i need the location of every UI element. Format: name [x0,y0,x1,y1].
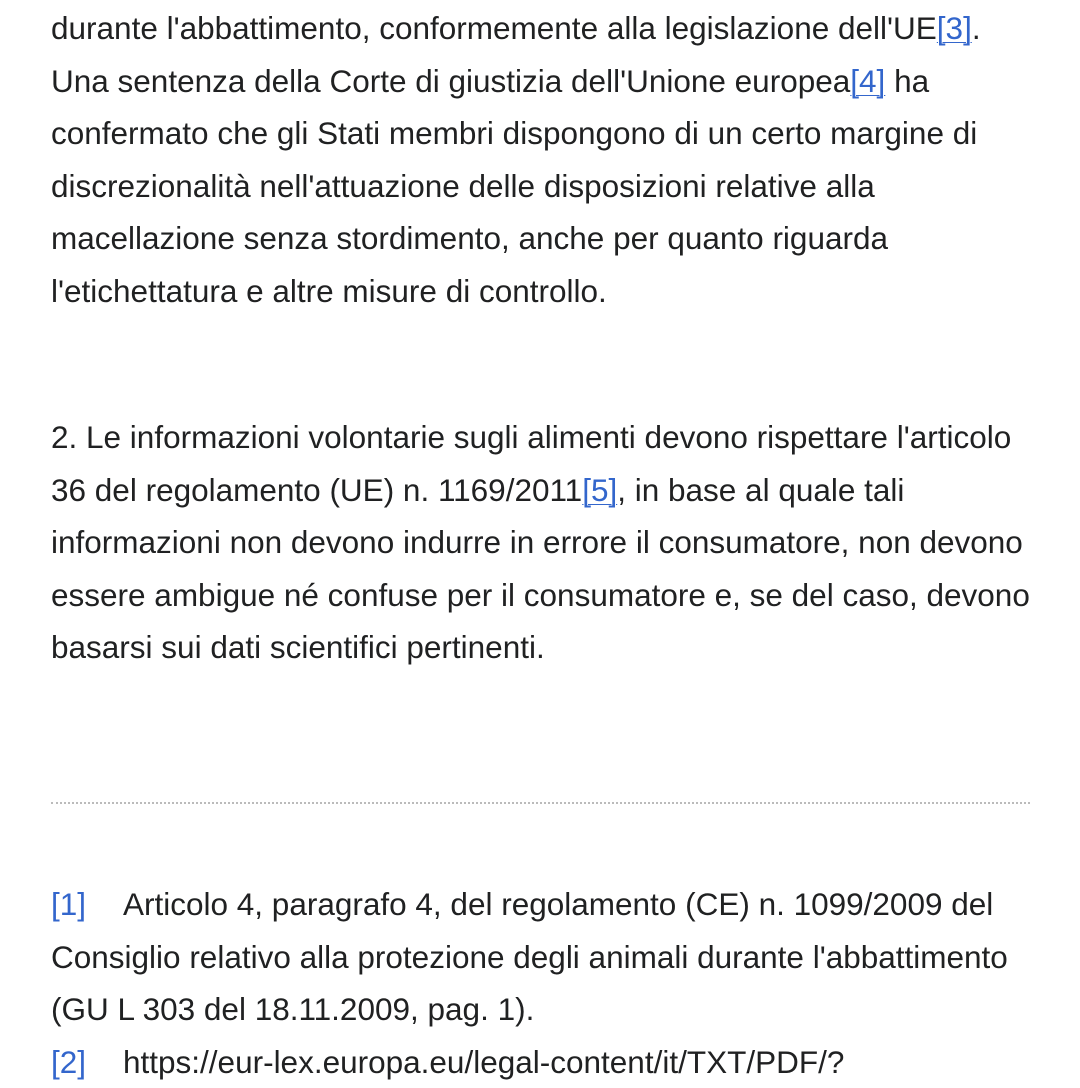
paragraph-text: , in base al quale tali informazioni non devono indurre in errore il consumatore, non devono essere ambigue né confuse per il consumatore e, se del caso, devono basarsi sui dati scientifici pertinenti. [51,472,1030,666]
footnote-1 [51,878,1041,1036]
footnotes-divider [51,802,1030,804]
paragraph-text: . Una sentenza della Corte di giustizia dell'Unione europea [51,10,981,99]
footnote-backlink-1[interactable]: [1] [51,878,123,931]
footnote-link-4[interactable]: [4] [850,63,885,99]
footnote-text: Articolo 4, paragrafo 4, del regolamento (CE) n. 1099/2009 del Consiglio relativo alla protezione degli animali durante l'abbattimento (GU L 303 del 18.11.2009, pag. 1). [51,886,1008,1027]
footnote-2 [51,1036,1041,1088]
footnotes-list [51,878,1041,1088]
footnote-backlink-2[interactable]: [2] [51,1036,123,1088]
paragraph-text: ha confermato che gli Stati membri dispongono di un certo margine di discrezionalità nell'attuazione delle disposizioni relative alla macellazione senza stordimento, anche per quanto riguarda l'etichettatura e altre misure di controllo. [51,63,977,309]
paragraph-text: 2. Le informazioni volontarie sugli alimenti devono rispettare l'articolo 36 del regolamento (UE) n. 1169/2011 [51,419,1011,508]
footnote-link-5[interactable]: [5] [582,472,617,508]
paragraph-2 [51,411,1041,674]
paragraph-text: durante l'abbattimento, conformemente alla legislazione dell'UE [51,10,937,46]
footnote-link-3[interactable]: [3] [937,10,972,46]
paragraph-continued [51,2,1041,317]
footnote-url[interactable]: https://eur-lex.europa.eu/legal-content/it/TXT/PDF/? [123,1044,844,1080]
